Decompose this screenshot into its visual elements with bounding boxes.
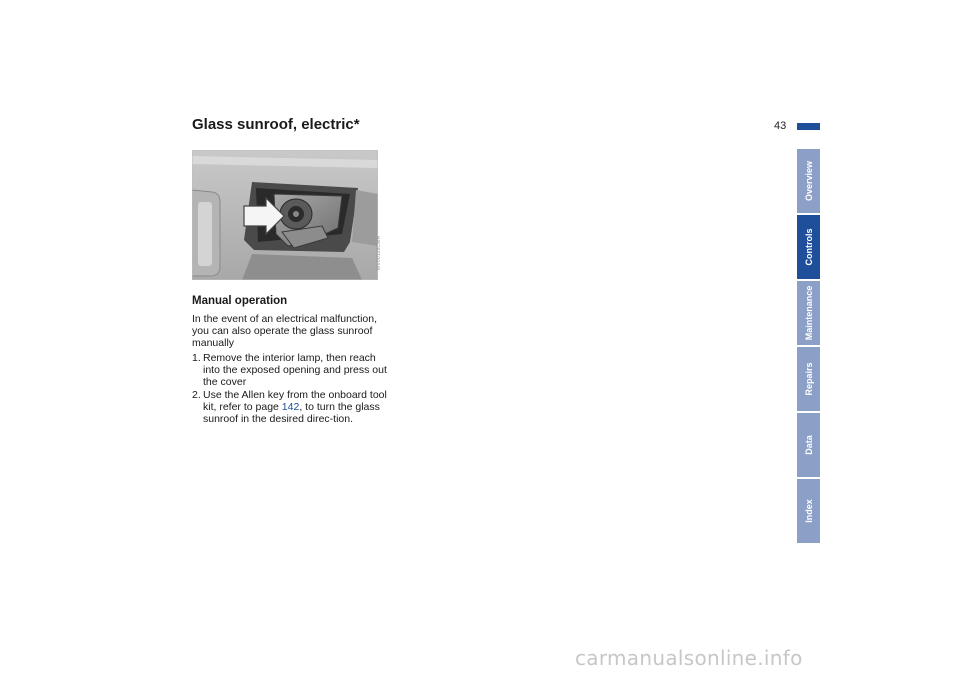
- section-heading: Manual operation: [192, 295, 288, 307]
- watermark: carmanualsonline.info: [575, 646, 803, 670]
- page-number-bar: [797, 123, 820, 130]
- tab-maintenance[interactable]: [797, 281, 820, 345]
- figure-code: MV00118CMA: [376, 235, 382, 270]
- section-tabs: [797, 149, 820, 545]
- instruction-list: [192, 352, 392, 425]
- tab-label: Controls: [803, 228, 814, 266]
- page-number: 43: [774, 120, 787, 132]
- tab-label: Index: [803, 499, 814, 523]
- tab-label: Overview: [803, 160, 814, 202]
- step-text: Remove the interior lamp, then reach into the exposed opening and press out the cover: [203, 352, 387, 389]
- tab-label: Data: [803, 435, 814, 455]
- tab-data[interactable]: [797, 413, 820, 477]
- page-title: Glass sunroof, electric*: [192, 116, 360, 133]
- step-number: 1.: [192, 352, 201, 364]
- intro-paragraph: In the event of an electrical malfunction, you can also operate the glass sunroof manually: [192, 313, 378, 350]
- list-item: [192, 389, 392, 426]
- tab-overview[interactable]: [797, 149, 820, 213]
- tab-label: Maintenance: [803, 285, 814, 341]
- step-number: 2.: [192, 388, 201, 401]
- tab-index[interactable]: [797, 479, 820, 543]
- page-reference-link[interactable]: 142: [281, 400, 300, 413]
- list-item: [192, 352, 392, 389]
- tab-repairs[interactable]: [797, 347, 820, 411]
- tab-controls[interactable]: [797, 215, 820, 279]
- step-text: Use the Allen key from the onboard tool kit, refer to page: [203, 388, 387, 413]
- step-text: , to turn the glass sunroof in the desired direc-tion.: [203, 400, 380, 426]
- tab-label: Repairs: [803, 362, 814, 396]
- sunroof-illustration: [192, 150, 378, 280]
